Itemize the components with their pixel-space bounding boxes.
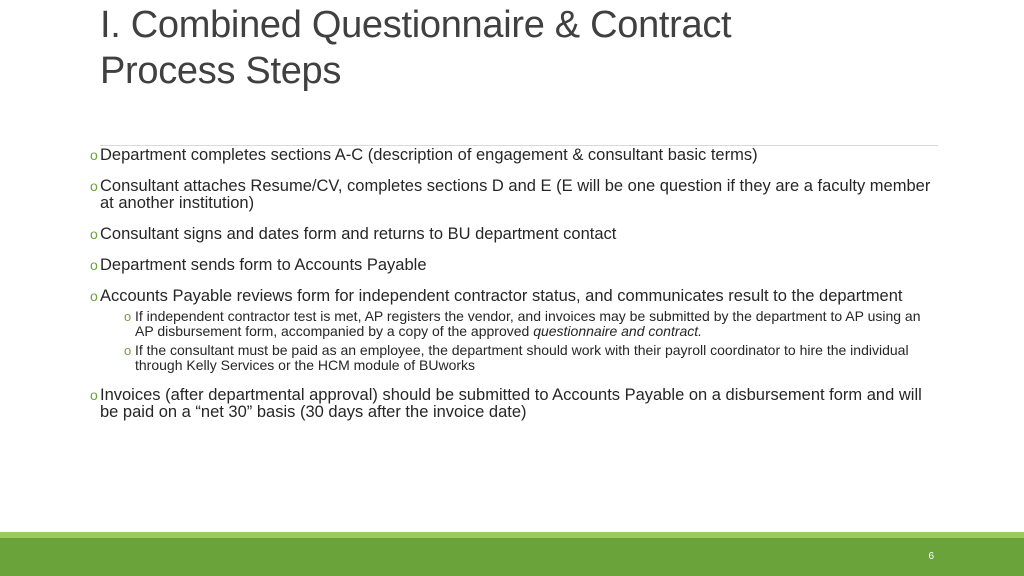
page-number: 6 (928, 551, 934, 562)
sub-list-item-emphasis: questionnaire and contract. (533, 323, 703, 339)
circle-bullet-icon: o (90, 387, 98, 403)
circle-bullet-icon: o (124, 343, 132, 358)
circle-bullet-icon: o (90, 288, 98, 304)
list-item (90, 178, 940, 212)
list-item-text: Accounts Payable reviews form for independent contractor status, and communicates result to the department (100, 287, 903, 305)
list-item-text: Invoices (after departmental approval) should be submitted to Accounts Payable on a disbursement form and will be paid on a “net 30” basis (30 days after the invoice date) (100, 386, 922, 421)
sub-list-item-text: If the consultant must be paid as an employee, the department should work with their payroll coordinator to hire the individual through Kelly Services or the HCM module of BUworks (135, 342, 909, 373)
title-line-2: Process Steps (100, 50, 342, 92)
sub-list-item-text: If independent contractor test is met, AP registers the vendor, and invoices may be submitted by the department to AP using an AP disbursement form, accompanied by a copy of the approved (135, 308, 921, 339)
circle-bullet-icon: o (90, 226, 98, 242)
list-item (90, 288, 940, 373)
list-item-text: Consultant signs and dates form and returns to BU department contact (100, 225, 617, 243)
list-item-text: Consultant attaches Resume/CV, completes sections D and E (E will be one question if they are a faculty member at another institution) (100, 177, 931, 212)
list-item (90, 387, 940, 421)
circle-bullet-icon: o (90, 257, 98, 273)
slide-title (100, 2, 960, 94)
title-line-1: I. Combined Questionnaire & Contract (100, 4, 732, 46)
circle-bullet-icon: o (90, 178, 98, 194)
list-item-text: Department sends form to Accounts Payable (100, 256, 427, 274)
list-item (90, 147, 940, 164)
circle-bullet-icon: o (90, 147, 98, 163)
list-item-text: Department completes sections A-C (description of engagement & consultant basic terms) (100, 146, 758, 164)
list-item (90, 226, 940, 243)
footer-bar (0, 538, 1024, 576)
sub-list-item (124, 343, 940, 373)
bullet-list (90, 147, 940, 435)
sub-list-item (124, 309, 940, 339)
list-item (90, 257, 940, 274)
circle-bullet-icon: o (124, 309, 132, 324)
